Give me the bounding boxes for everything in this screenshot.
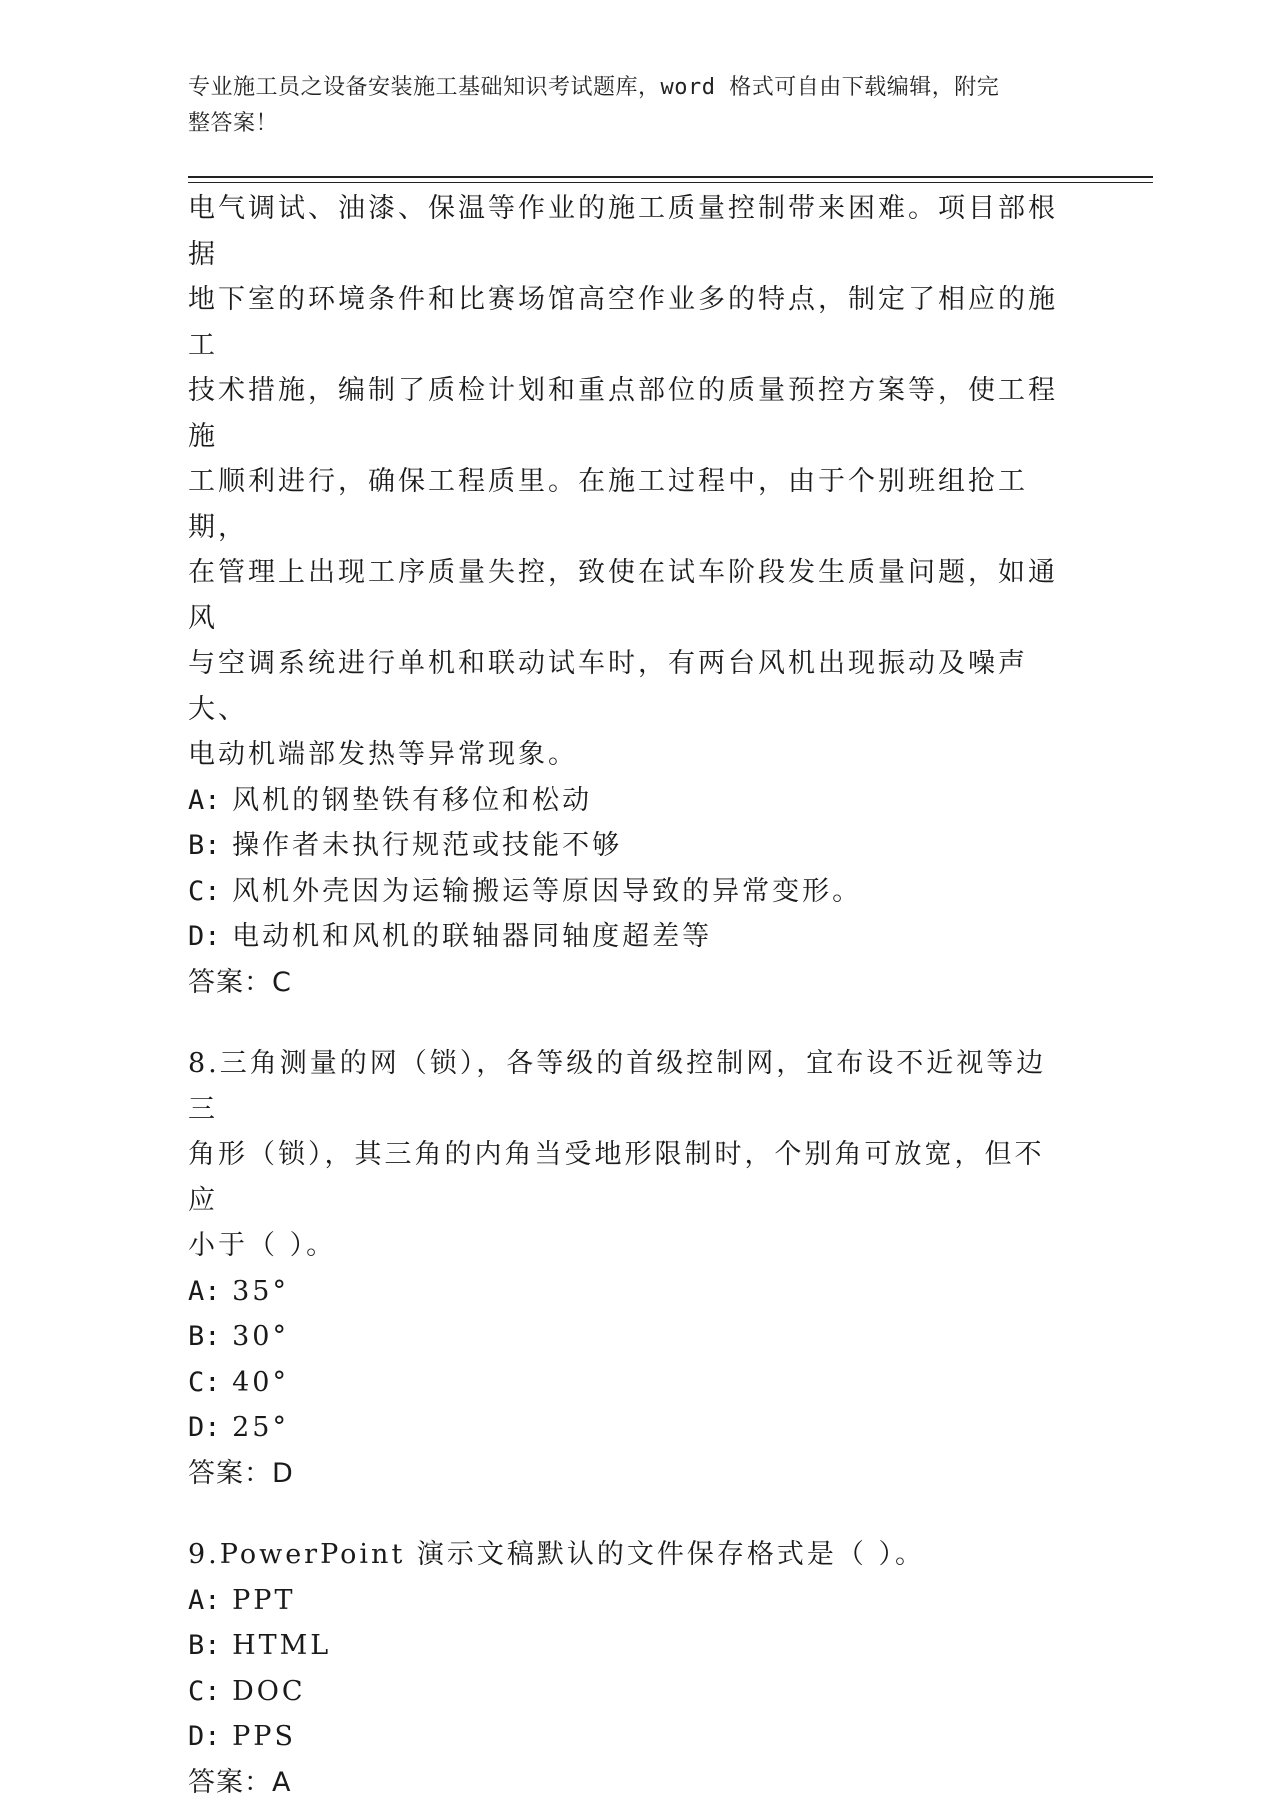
document-body [188, 186, 1088, 1805]
option-key: D: [188, 914, 221, 960]
question-text-line: 8.三角测量的网（锁），各等级的首级控制网，宜布设不近视等边三 [188, 1041, 1058, 1132]
option-text: 35° [232, 1276, 289, 1307]
option-text: 操作者未执行规范或技能不够 [232, 830, 622, 861]
question-text [188, 186, 1058, 778]
option-d [188, 1714, 1088, 1760]
question-text-line: 技术措施，编制了质检计划和重点部位的质量预控方案等，使工程施 [188, 368, 1058, 459]
option-a [188, 778, 1088, 824]
option-text: PPT [232, 1585, 295, 1616]
answer-line: 答案：D [188, 1451, 1088, 1497]
option-key: C: [188, 1360, 221, 1406]
option-text: 风机的钢垫铁有移位和松动 [232, 785, 592, 816]
option-text: 40° [232, 1367, 289, 1398]
option-key: B: [188, 1314, 221, 1360]
option-d [188, 1405, 1088, 1451]
question-text-line: 角形（锁），其三角的内角当受地形限制时，个别角可放宽，但不应 [188, 1132, 1058, 1223]
option-text: PPS [232, 1721, 296, 1752]
spacer [188, 1496, 1088, 1532]
option-key: C: [188, 869, 221, 915]
option-text: 30° [232, 1321, 289, 1352]
option-c [188, 1669, 1088, 1715]
option-a [188, 1578, 1088, 1624]
option-b [188, 1314, 1088, 1360]
option-key: A: [188, 1578, 221, 1624]
question-text-line: 小于（ ）。 [188, 1223, 1058, 1269]
answer-line: 答案：C [188, 960, 1088, 1006]
option-key: D: [188, 1714, 221, 1760]
question-text-line: 9.PowerPoint 演示文稿默认的文件保存格式是（ ）。 [188, 1532, 1058, 1578]
header-divider [188, 176, 1153, 178]
question-text-line: 电动机端部发热等异常现象。 [188, 732, 1058, 778]
option-b [188, 1623, 1088, 1669]
question-text-line: 电气调试、油漆、保温等作业的施工质量控制带来困难。项目部根据 [188, 186, 1058, 277]
option-text: HTML [232, 1630, 331, 1661]
question-text [188, 1041, 1058, 1269]
question-text-line: 地下室的环境条件和比赛场馆高空作业多的特点，制定了相应的施工 [188, 277, 1058, 368]
option-text: 风机外壳因为运输搬运等原因导致的异常变形。 [232, 876, 862, 907]
question-text-line: 在管理上出现工序质量失控，致使在试车阶段发生质量问题，如通风 [188, 550, 1058, 641]
header-title-line-1: 专业施工员之设备安装施工基础知识考试题库，word 格式可自由下载编辑，附完 [188, 70, 1068, 106]
option-text: DOC [232, 1676, 305, 1707]
question-9 [188, 1532, 1088, 1805]
option-key: B: [188, 1623, 221, 1669]
question-8 [188, 1041, 1088, 1496]
document-header [188, 70, 1068, 142]
option-text: 25° [232, 1412, 289, 1443]
question-text-line: 工顺利进行，确保工程质里。在施工过程中，由于个别班组抢工期， [188, 459, 1058, 550]
option-c [188, 1360, 1088, 1406]
question-text [188, 1532, 1058, 1578]
spacer [188, 1005, 1088, 1041]
option-key: D: [188, 1405, 221, 1451]
question-continued [188, 186, 1088, 1005]
option-key: A: [188, 1269, 221, 1315]
option-key: B: [188, 823, 221, 869]
header-title-line-2: 整答案！ [188, 106, 1068, 142]
option-key: C: [188, 1669, 221, 1715]
option-key: A: [188, 778, 221, 824]
option-a [188, 1269, 1088, 1315]
question-text-line: 与空调系统进行单机和联动试车时，有两台风机出现振动及噪声大、 [188, 641, 1058, 732]
option-b [188, 823, 1088, 869]
header-divider-thin [188, 182, 1153, 183]
option-d [188, 914, 1088, 960]
answer-line: 答案：A [188, 1760, 1088, 1805]
option-text: 电动机和风机的联轴器同轴度超差等 [232, 921, 712, 952]
option-c [188, 869, 1088, 915]
